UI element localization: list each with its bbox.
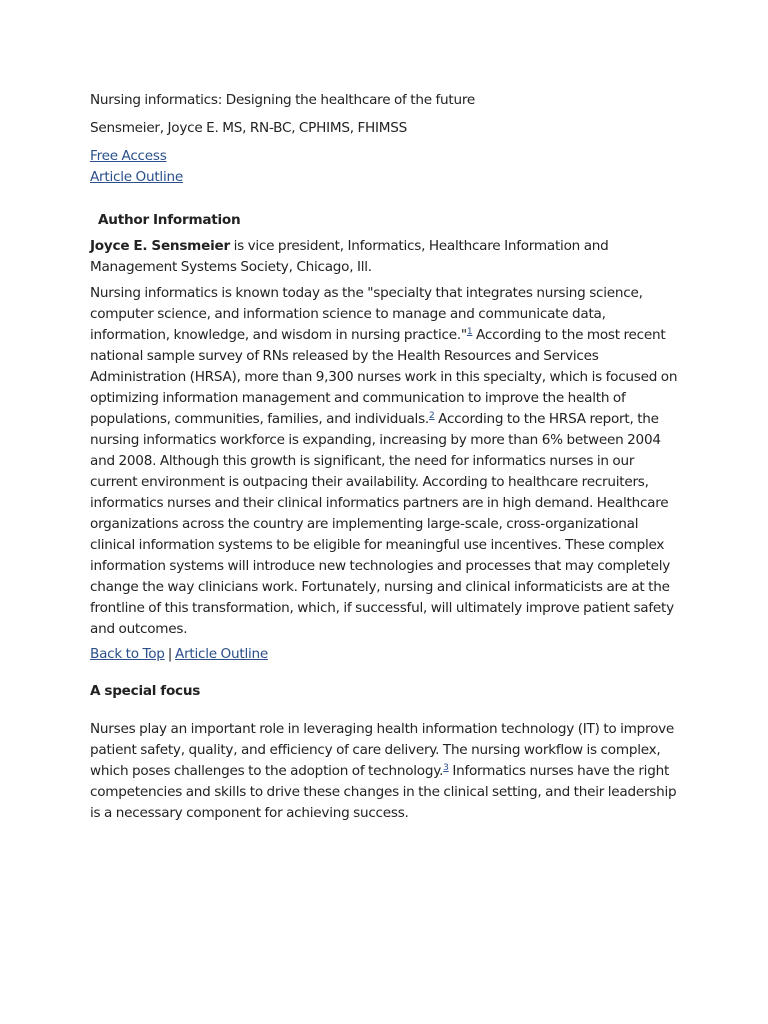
article-outline-link[interactable]: Article Outline [90, 169, 183, 185]
reference-2-link[interactable]: 2 [428, 411, 435, 421]
reference-1-link[interactable]: 1 [466, 327, 473, 337]
article-title: Nursing informatics: Designing the healthcare of the future [90, 92, 475, 108]
author-bio-text: is vice president, Informatics, Healthcare Information and Management Systems Society, Chicago, Ill. [90, 238, 609, 275]
special-focus-text-1: Nurses play an important role in leveraging health information technology (IT) to improve patient safety, quality, and efficiency of care delivery. The nursing workflow is complex, which poses challenges to the adoption of technology. [90, 721, 675, 779]
nav-separator: | [167, 646, 173, 662]
special-focus-heading: A special focus [90, 683, 201, 699]
intro-text-3: According to the HRSA report, the nursing informatics workforce is expanding, increasing by more than 6% between 2004 and 2008. Although this growth is significant, the need for informatics nurses in our current environment is outpacing their availability. According to healthcare recruiters, informatics nurses and their clinical informatics partners are in high demand. Healthcare organizations across the country are implementing large-scale, cross-organizational clinical information systems to be eligible for meaningful use incentives. These complex information systems will introduce new technologies and processes that may completely change the way clinicians work. Fortunately, nursing and clinical informaticists are at the frontline of this transformation, which, if successful, will ultimately improve patient safety and outcomes. [90, 411, 674, 637]
author-information-heading: Author Information [98, 212, 241, 228]
special-focus-text-2: Informatics nurses have the right competencies and skills to drive these changes in the clinical setting, and their leadership is a necessary component for achieving success. [90, 763, 677, 821]
free-access-link[interactable]: Free Access [90, 148, 167, 164]
author-bio [90, 236, 682, 278]
article-links [90, 146, 682, 188]
intro-text-1: Nursing informatics is known today as the "specialty that integrates nursing science, computer science, and information science to manage and communicate data, information, knowledge, and wisdom in nursing practice." [90, 285, 643, 343]
reference-3-link[interactable]: 3 [443, 763, 449, 773]
intro-text-2: According to the most recent national sample survey of RNs released by the Health Resources and Services Administration (HRSA), more than 9,300 nurses work in this specialty, which is focused on optimizing information management and communication to improve the health of populations, communities, families, and individuals. [90, 327, 678, 427]
section-nav [90, 644, 682, 665]
author-name: Joyce E. Sensmeier [90, 238, 230, 254]
intro-paragraph [90, 283, 682, 640]
special-focus-paragraph [90, 719, 682, 824]
back-to-top-link[interactable]: Back to Top [90, 646, 165, 662]
article-byline: Sensmeier, Joyce E. MS, RN-BC, CPHIMS, FHIMSS [90, 120, 407, 136]
nav-article-outline-link[interactable]: Article Outline [175, 646, 268, 662]
article-page [90, 90, 682, 824]
